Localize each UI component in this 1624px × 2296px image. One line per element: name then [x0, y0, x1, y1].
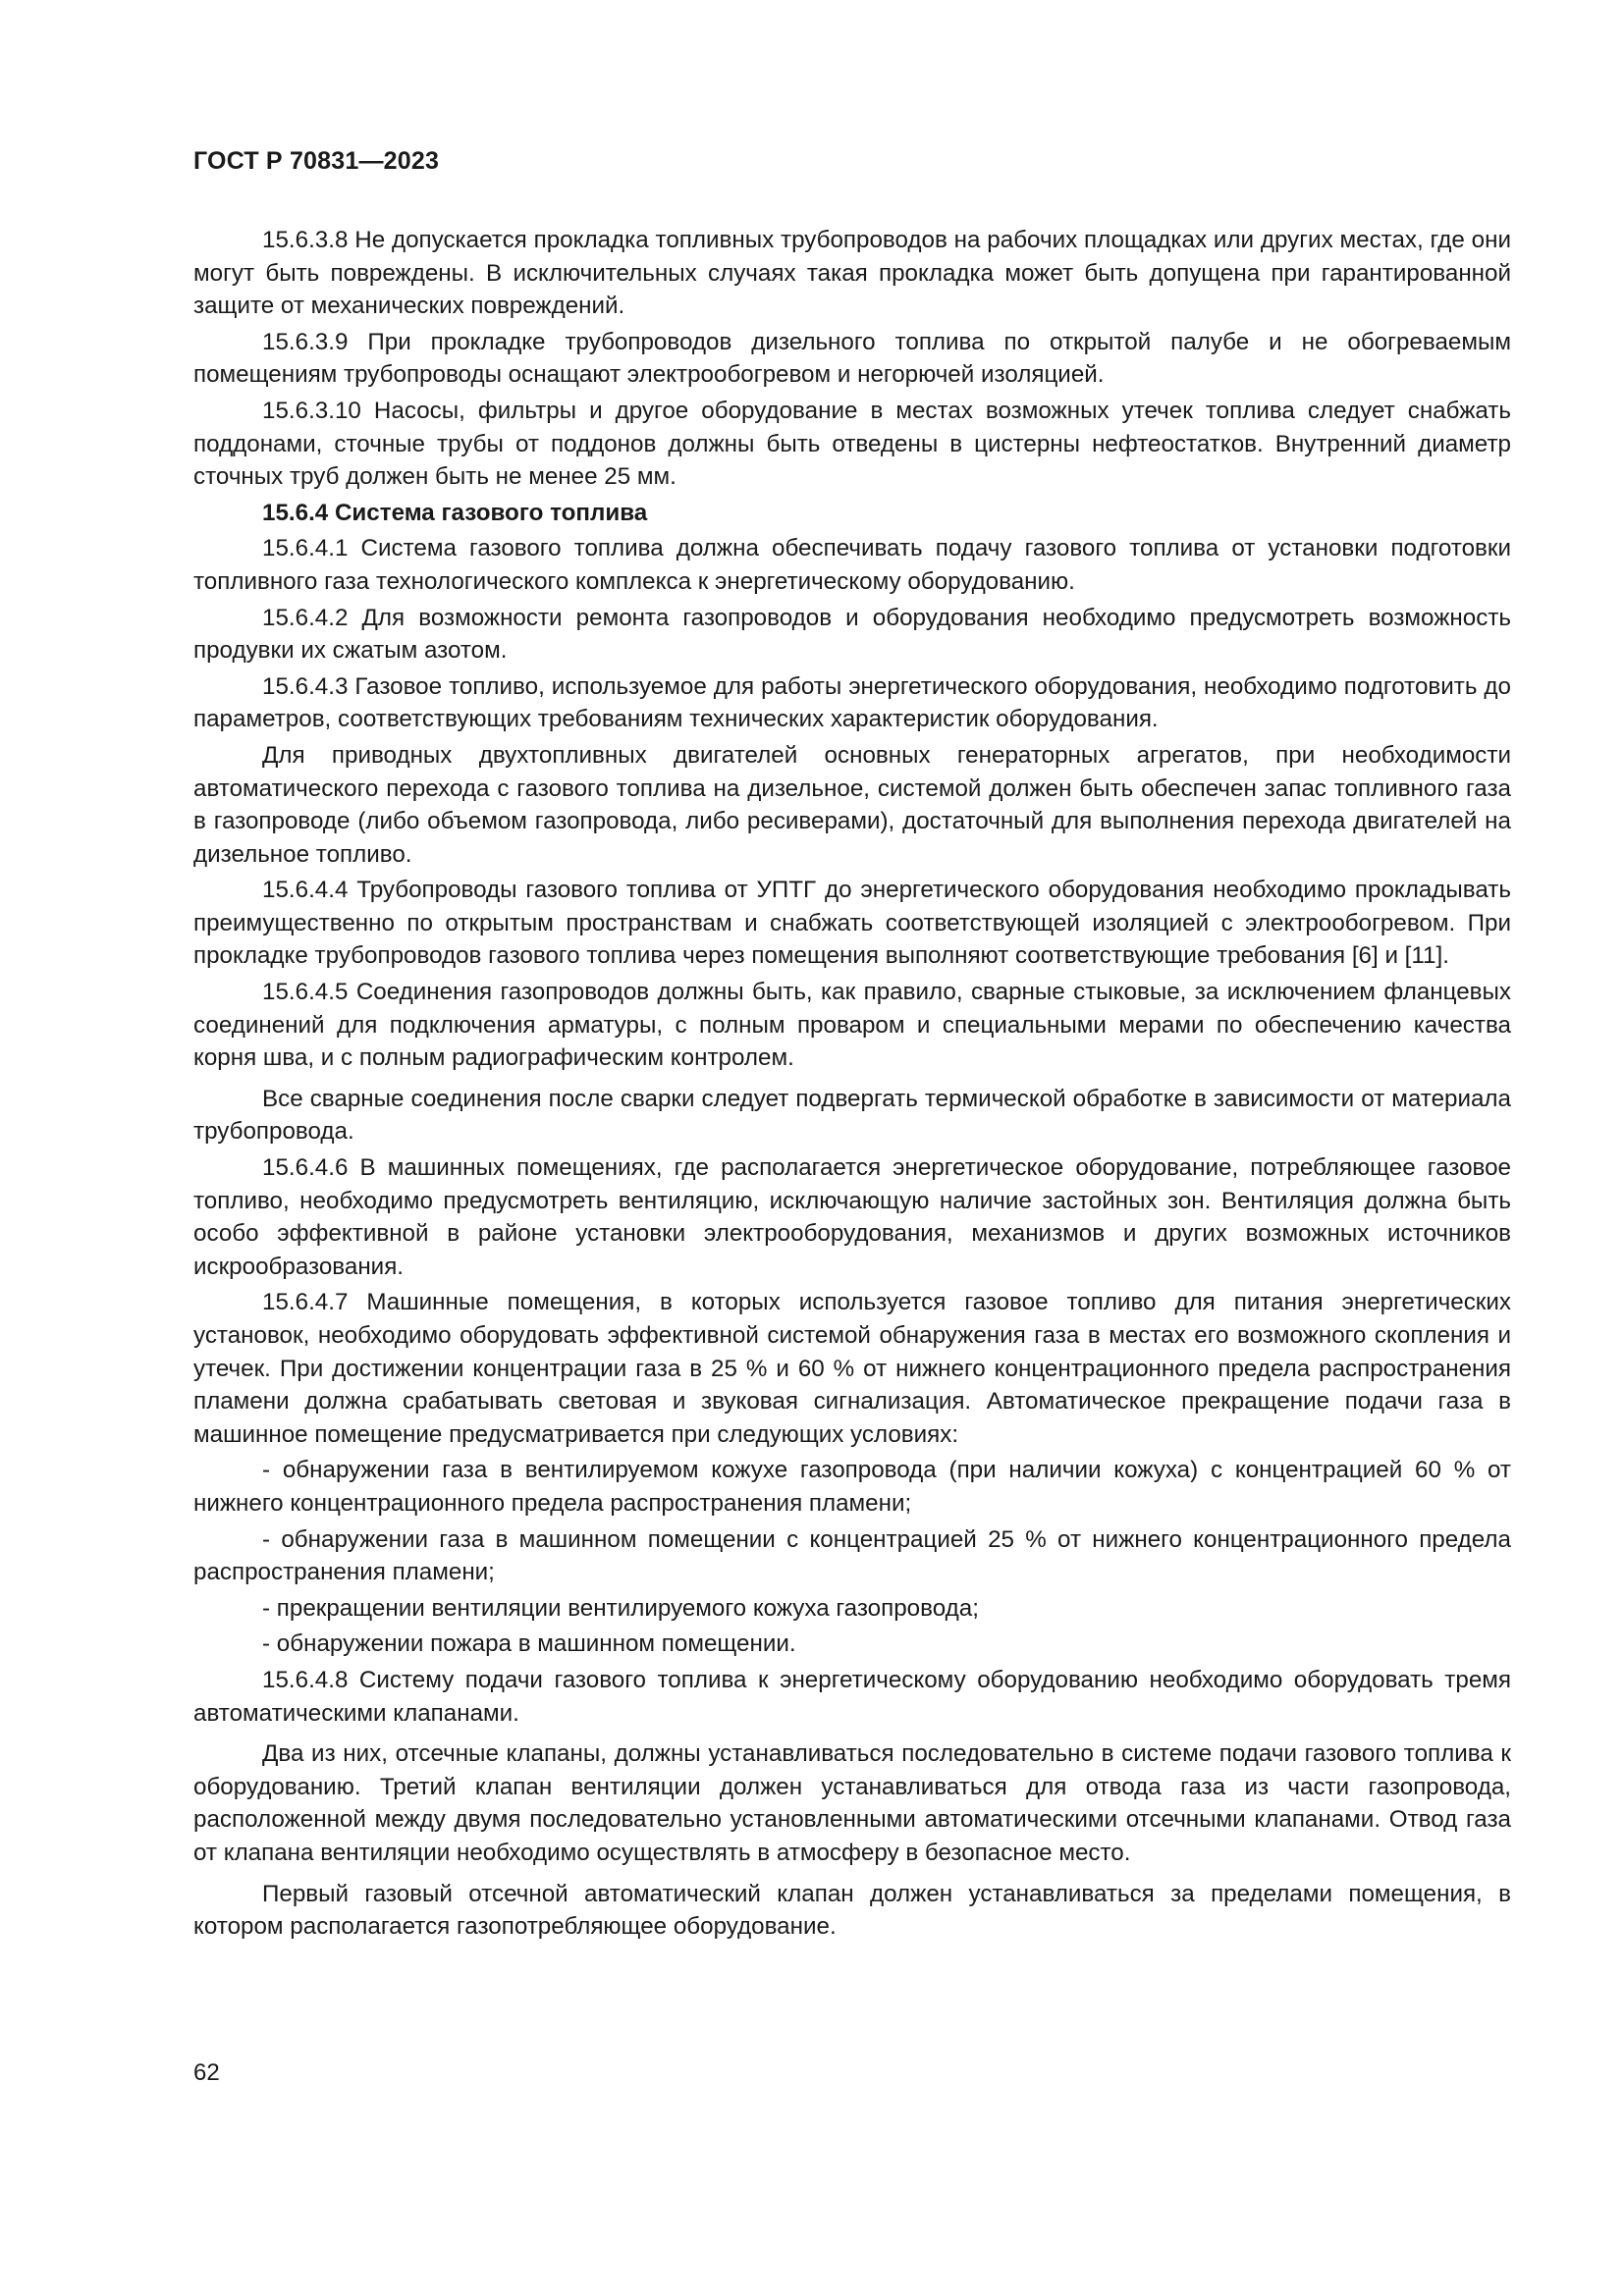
- section-heading-15-6-4: 15.6.4 Система газового топлива: [262, 499, 648, 526]
- paragraph-15-6-4-8: 15.6.4.8 Систему подачи газового топлива к энергетическому оборудованию необходимо оборудовать тремя автоматическими клапанами.: [193, 1666, 1511, 1727]
- paragraph-15-6-4-6: 15.6.4.6 В машинных помещениях, где располагается энергетическое оборудование, потребляющее газовое топливо, необходимо предусмотреть вентиляцию, исключающую наличие застойных зон. Вентиляция должна быть особо эффективной в районе установки электрооборудования, механизмов и других возможных источников искрообразования.: [193, 1154, 1511, 1280]
- paragraph-15-6-4-2: 15.6.4.2 Для возможности ремонта газопроводов и оборудования необходимо предусмотреть возможность продувки их сжатым азотом.: [193, 604, 1511, 665]
- list-item-casing-gas-detection: - обнаружении газа в вентилируемом кожухе газопровода (при наличии кожуха) с концентрацией 60 % от нижнего концентрационного предела распространения пламени;: [193, 1457, 1511, 1517]
- page-number: 62: [193, 2059, 220, 2086]
- list-item-room-gas-detection: - обнаружении газа в машинном помещении с концентрацией 25 % от нижнего концентрационного предела распространения пламени;: [193, 1525, 1511, 1586]
- paragraph-15-6-3-9: 15.6.3.9 При прокладке трубопроводов дизельного топлива по открытой палубе и не обогреваемым помещениям трубопроводы оснащают электрообогревом и негорючей изоляцией.: [193, 328, 1511, 389]
- list-item-ventilation-stop: - прекращении вентиляции вентилируемого кожуха газопровода;: [262, 1594, 979, 1622]
- paragraph-welded-joints: Все сварные соединения после сварки следует подвергать термической обработке в зависимости от материала трубопровода.: [193, 1085, 1511, 1146]
- list-item-fire-detection: - обнаружении пожара в машинном помещении.: [262, 1630, 796, 1658]
- paragraph-shutoff-valves: Два из них, отсечные клапаны, должны устанавливаться последовательно в системе подачи газового топлива к оборудованию. Третий клапан вентиляции должен устанавливаться для отвода газа из части газопровода, расположенной между двумя последовательно установленными автоматическими отсечными клапанами. Отвод газа от клапана вентиляции необходимо осуществлять в атмосферу в безопасное место.: [193, 1740, 1511, 1866]
- paragraph-first-valve: Первый газовый отсечной автоматический клапан должен устанавливаться за пределами помещения, в котором располагается газопотребляющее оборудование.: [193, 1880, 1511, 1941]
- paragraph-dual-fuel-engines: Для приводных двухтопливных двигателей основных генераторных агрегатов, при необходимости автоматического перехода с газового топлива на дизельное, системой должен быть обеспечен запас топливного газа в газопроводе (либо объемом газопровода, либо ресиверами), достаточный для выполнения перехода двигателей на дизельное топливо.: [193, 741, 1511, 868]
- document-body: [193, 224, 1511, 1944]
- paragraph-15-6-4-1: 15.6.4.1 Система газового топлива должна обеспечивать подачу газового топлива от установки подготовки топливного газа технологического комплекса к энергетическому оборудованию.: [193, 535, 1511, 595]
- paragraph-15-6-3-8: 15.6.3.8 Не допускается прокладка топливных трубопроводов на рабочих площадках или других местах, где они могут быть повреждены. В исключительных случаях такая прокладка может быть допущена при гарантированной защите от механических повреждений.: [193, 227, 1511, 320]
- paragraph-15-6-4-4: 15.6.4.4 Трубопроводы газового топлива от УПТГ до энергетического оборудования необходимо прокладывать преимущественно по открытым пространствам и снабжать соответствующей изоляцией с электрообогревом. При прокладке трубопроводов газового топлива через помещения выполняют соответствующие требования [6] и [11].: [193, 877, 1511, 970]
- paragraph-15-6-4-5: 15.6.4.5 Соединения газопроводов должны быть, как правило, сварные стыковые, за исключением фланцевых соединений для подключения арматуры, с полным проваром и специальными мерами по обеспечению качества корня шва, и с полным радиографическим контролем.: [193, 979, 1511, 1072]
- paragraph-15-6-3-10: 15.6.3.10 Насосы, фильтры и другое оборудование в местах возможных утечек топлива следует снабжать поддонами, сточные трубы от поддонов должны быть отведены в цистерны нефтеостатков. Внутренний диаметр сточных труб должен быть не менее 25 мм.: [193, 397, 1511, 491]
- paragraph-15-6-4-7: 15.6.4.7 Машинные помещения, в которых используется газовое топливо для питания энергетических установок, необходимо оборудовать эффективной системой обнаружения газа в местах его возможного скопления и утечек. При достижении концентрации газа в 25 % и 60 % от нижнего концентрационного предела распространения пламени должна срабатывать световая и звуковая сигнализация. Автоматическое прекращение подачи газа в машинное помещение предусматривается при следующих условиях:: [193, 1289, 1511, 1448]
- paragraph-15-6-4-3: 15.6.4.3 Газовое топливо, используемое для работы энергетического оборудования, необходимо подготовить до параметров, соответствующих требованиям технических характеристик оборудования.: [193, 672, 1511, 733]
- document-code-header: ГОСТ Р 70831—2023: [193, 147, 440, 175]
